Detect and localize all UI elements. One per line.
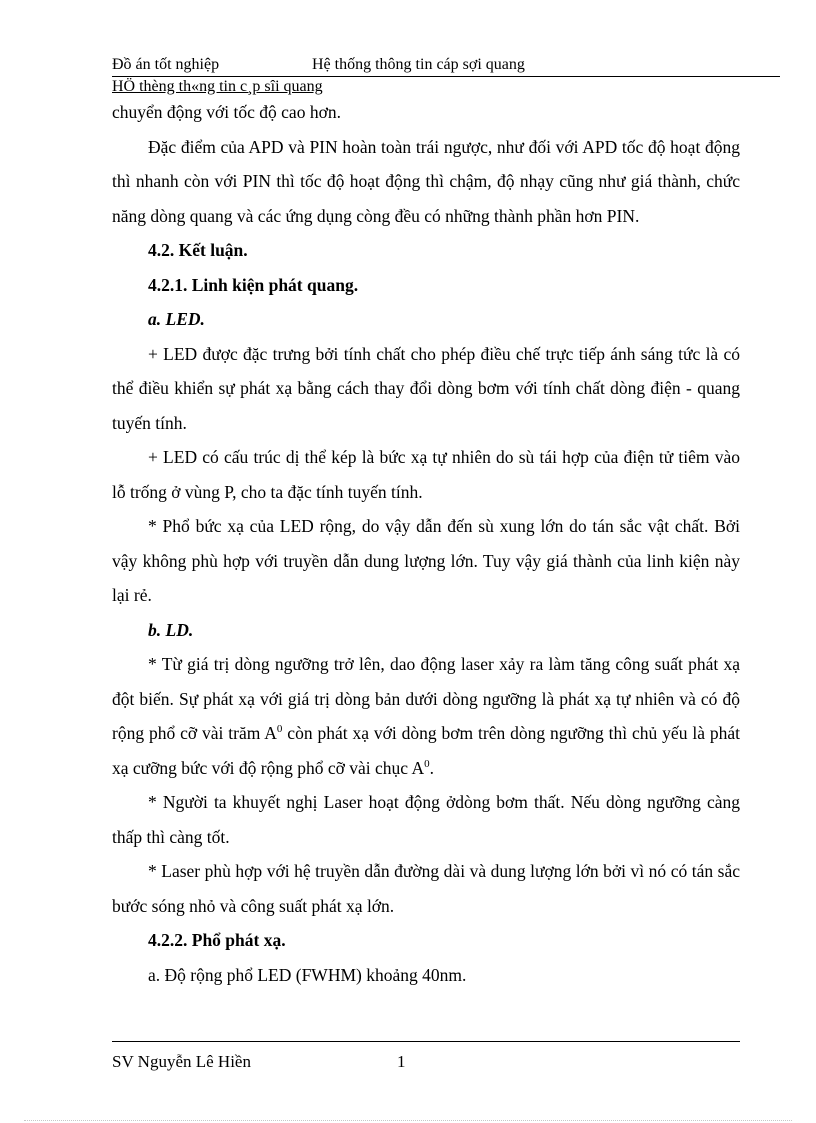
paragraph-ld-1 [112,647,740,785]
header-garbled-title: HÖ thèng th«ng tin c¸p sîi quang [112,78,323,95]
footer-divider [112,1041,740,1042]
heading-led: a. LED. [148,309,205,329]
ld1-text-a: * Từ giá trị dòng ngưỡng trở lên, dao động laser xảy ra làm tăng công suất phát xạ đột biến. Sự phát xạ với giá trị dòng bản dưới dòng ngưỡng là phát xạ tự nhiên và có độ rộng phổ cỡ vài trăm A [112,654,740,743]
paragraph-ld-3: * Laser phù hợp với hệ truyền dẫn đường dài và dung lượng lớn bởi vì nó có tán sắc bước sóng nhỏ và công suất phát xạ lớn. [112,861,740,916]
heading-4-2-2: 4.2.2. Phổ phát xạ. [148,930,286,950]
paragraph-led-3: * Phổ bức xạ của LED rộng, do vậy dẫn đến sù xung lớn do tán sắc vật chất. Bởi vậy không phù hợp với truyền dẫn dung lượng lớn. Tuy vậy giá thành của linh kiện này lại rẻ. [112,516,740,605]
header-title: Hệ thống thông tin cáp sợi quang [312,56,525,73]
page-edge-divider [24,1120,792,1121]
paragraph-continuation: chuyển động với tốc độ cao hơn. [112,102,341,122]
superscript-zero: 0 [424,757,430,770]
page-header [112,54,780,77]
ld1-text-b: còn phát xạ với dòng bơm trên dòng ngưỡng thì chủ yếu là phát xạ cưỡng bức với độ rộng phổ cỡ vài chục A [112,723,740,778]
footer-author: SV Nguyễn Lê Hiền [112,1052,251,1071]
body-text [112,95,740,992]
heading-4-2: 4.2. Kết luận. [148,240,248,260]
paragraph-led-2: + LED có cấu trúc dị thể kép là bức xạ tự nhiên do sù tái hợp của điện tử tiêm vào lỗ trống ở vùng P, cho ta đặc tính tuyến tính. [112,447,740,502]
paragraph-apd-pin: Đặc điểm của APD và PIN hoàn toàn trái ngược, như đối với APD tốc độ hoạt động thì nhanh còn với PIN thì tốc độ hoạt động thì chậm, độ nhạy cũng như giá thành, chức năng dòng quang và các ứng dụng còng đều có những thành phần hơn PIN. [112,136,740,226]
paragraph-fwhm: a. Độ rộng phổ LED (FWHM) khoảng 40nm. [148,964,467,985]
superscript-zero: 0 [276,723,283,736]
paragraph-led-1: + LED được đặc trưng bởi tính chất cho phép điều chế trực tiếp ánh sáng tức là có thể điều khiển sự phát xạ bằng cách thay đổi dòng bơm với tính chất dòng điện - quang tuyến tính. [112,343,740,433]
heading-4-2-1: 4.2.1. Linh kiện phát quang. [148,274,359,295]
paragraph-ld-2: * Người ta khuyết nghị Laser hoạt động ởdòng bơm thất. Nếu dòng ngưỡng càng thấp thì càng tốt. [112,792,740,847]
page-footer [112,1050,740,1074]
header-label: Đồ án tốt nghiệp [112,56,220,73]
heading-ld: b. LD. [148,619,194,640]
ld1-text-c: . [429,757,434,778]
page-number: 1 [397,1052,406,1071]
